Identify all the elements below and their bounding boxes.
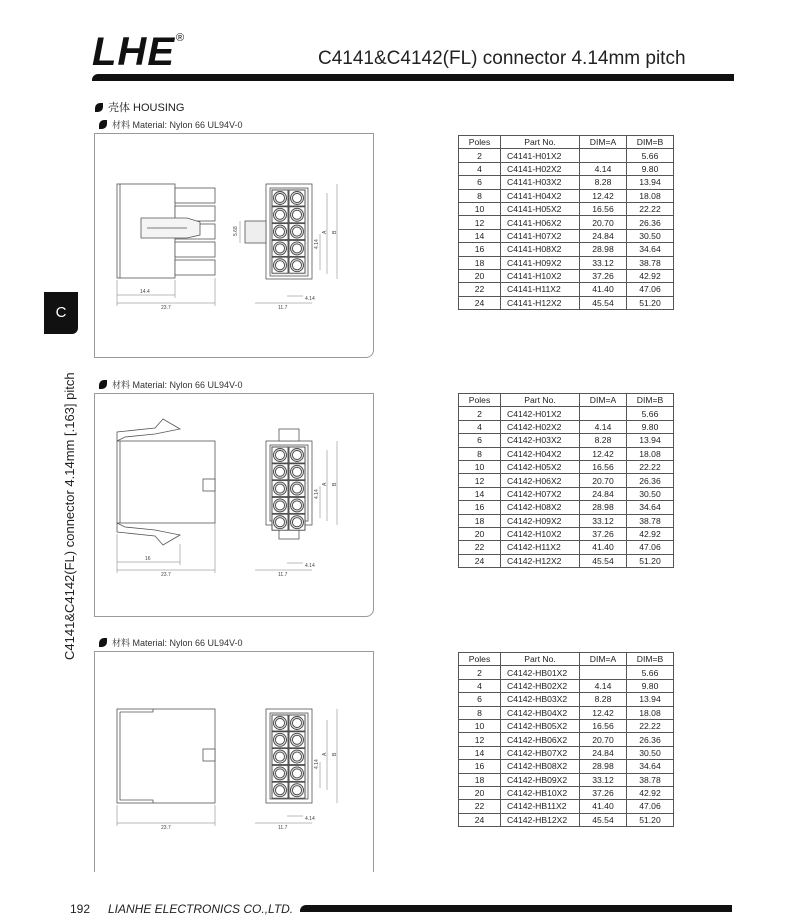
pin-hole: [293, 210, 302, 219]
cell-part-no: C4142-H03X2: [501, 434, 580, 447]
cell-part-no: C4142-H09X2: [501, 514, 580, 527]
pin-hole: [293, 467, 302, 476]
cell-poles: 18: [459, 514, 501, 527]
cell-dim-a: 28.98: [580, 243, 627, 256]
pin-hole: [276, 227, 285, 236]
cell-dim-a: 16.56: [580, 202, 627, 215]
cell-poles: 18: [459, 773, 501, 786]
page-number: 192: [70, 902, 91, 916]
pin-hole: [276, 719, 285, 728]
technical-drawing: [95, 134, 373, 357]
pin-hole: [293, 194, 302, 203]
cell-dim-a: 16.56: [580, 719, 627, 732]
table-row: [459, 434, 674, 447]
cell-part-no: C4142-HB06X2: [501, 733, 580, 746]
section-heading: [95, 99, 184, 115]
cell-dim-b: 47.06: [627, 541, 674, 554]
cell-poles: 20: [459, 269, 501, 282]
table-header-row: [459, 394, 674, 407]
cell-dim-a: 45.54: [580, 554, 627, 567]
cell-dim-b: 9.80: [627, 162, 674, 175]
col-poles: Poles: [459, 394, 501, 407]
cell-poles: 4: [459, 420, 501, 433]
chapter-tab: C: [44, 292, 78, 334]
footer-rule: [300, 905, 732, 912]
cell-part-no: C4142-H08X2: [501, 501, 580, 514]
table-row: [459, 283, 674, 296]
leaf-bullet-icon: [99, 380, 107, 389]
pin-hole: [293, 501, 302, 510]
cell-part-no: C4141-H09X2: [501, 256, 580, 269]
registered-mark: ®: [176, 32, 185, 44]
cell-dim-b: 9.80: [627, 420, 674, 433]
page-title: C4141&C4142(FL) connector 4.14mm pitch: [318, 48, 686, 69]
dim-side-total: 23.7: [161, 305, 171, 311]
cell-dim-b: 38.78: [627, 773, 674, 786]
dim-pitch-v: 4.14: [314, 239, 320, 249]
cell-dim-a: 45.54: [580, 296, 627, 309]
material-text: 材料 Material: Nylon 66 UL94V-0: [112, 638, 243, 648]
table-row: [459, 719, 674, 732]
cell-dim-a: 12.42: [580, 447, 627, 460]
cell-dim-b: 30.50: [627, 746, 674, 759]
table-row: [459, 189, 674, 202]
cell-poles: 24: [459, 554, 501, 567]
material-label: [99, 636, 243, 649]
side-view-body: [117, 441, 215, 523]
cell-part-no: C4141-H01X2: [501, 149, 580, 162]
cell-poles: 2: [459, 407, 501, 420]
cell-part-no: C4142-HB05X2: [501, 719, 580, 732]
dim-side-short: 14.4: [140, 289, 150, 295]
table-row: [459, 256, 674, 269]
cell-part-no: C4142-HB12X2: [501, 813, 580, 826]
col-dim-b: DIM=B: [627, 394, 674, 407]
cell-poles: 20: [459, 527, 501, 540]
table-row: [459, 800, 674, 813]
cell-dim-b: 38.78: [627, 256, 674, 269]
material-text: 材料 Material: Nylon 66 UL94V-0: [112, 120, 243, 130]
cell-poles: 16: [459, 501, 501, 514]
table-row: [459, 679, 674, 692]
cell-part-no: C4142-HB07X2: [501, 746, 580, 759]
cell-part-no: C4142-HB08X2: [501, 760, 580, 773]
table-row: [459, 229, 674, 242]
cell-dim-a: 41.40: [580, 283, 627, 296]
pin-hole: [276, 518, 285, 527]
cell-part-no: C4141-H02X2: [501, 162, 580, 175]
cell-dim-a: 24.84: [580, 746, 627, 759]
dim-a-label: A: [322, 752, 328, 756]
cell-dim-a: 24.84: [580, 229, 627, 242]
cell-poles: 24: [459, 296, 501, 309]
cell-dim-b: 42.92: [627, 527, 674, 540]
cell-poles: 12: [459, 216, 501, 229]
table-row: [459, 501, 674, 514]
pin-hole: [293, 719, 302, 728]
spec-table-c4142: [458, 393, 674, 568]
pin-hole: [276, 786, 285, 795]
cell-poles: 14: [459, 229, 501, 242]
cell-dim-a: 33.12: [580, 514, 627, 527]
vertical-chapter-title: C4141&C4142(FL) connector 4.14mm [.163] pitch: [62, 372, 77, 660]
table-row: [459, 202, 674, 215]
cell-dim-a: 8.28: [580, 434, 627, 447]
cell-poles: 6: [459, 693, 501, 706]
cell-poles: 8: [459, 189, 501, 202]
cell-part-no: C4142-HB03X2: [501, 693, 580, 706]
cell-poles: 14: [459, 487, 501, 500]
col-dim-b: DIM=B: [627, 653, 674, 666]
cell-poles: 4: [459, 162, 501, 175]
pin-hole: [293, 244, 302, 253]
table-row: [459, 447, 674, 460]
cell-poles: 22: [459, 283, 501, 296]
pin-hole: [276, 501, 285, 510]
col-dim-a: DIM=A: [580, 653, 627, 666]
cell-part-no: C4142-H04X2: [501, 447, 580, 460]
dim-side-short: 16: [145, 556, 151, 562]
cell-poles: 6: [459, 434, 501, 447]
cell-dim-b: 5.66: [627, 666, 674, 679]
dim-width: 11.7: [278, 305, 288, 311]
cell-poles: 10: [459, 202, 501, 215]
table-row: [459, 176, 674, 189]
cell-dim-a: [580, 407, 627, 420]
dim-pitch-h: 4.14: [305, 563, 315, 569]
table-row: [459, 460, 674, 473]
cell-poles: 12: [459, 733, 501, 746]
cell-poles: 16: [459, 243, 501, 256]
cell-dim-a: 20.70: [580, 216, 627, 229]
technical-drawing: [95, 394, 373, 616]
cell-part-no: C4142-HB09X2: [501, 773, 580, 786]
dim-latch: 5.68: [233, 226, 239, 236]
cell-dim-b: 51.20: [627, 554, 674, 567]
cell-dim-b: 34.64: [627, 501, 674, 514]
cell-part-no: C4141-H11X2: [501, 283, 580, 296]
material-label: [99, 378, 243, 391]
table-row: [459, 216, 674, 229]
cell-poles: 2: [459, 149, 501, 162]
table-row: [459, 487, 674, 500]
cell-dim-b: 42.92: [627, 786, 674, 799]
cell-dim-a: 41.40: [580, 541, 627, 554]
spec-table-c4141: [458, 135, 674, 310]
table-row: [459, 760, 674, 773]
table-row: [459, 474, 674, 487]
cell-dim-a: 33.12: [580, 256, 627, 269]
cell-poles: 20: [459, 786, 501, 799]
table-row: [459, 666, 674, 679]
table-row: [459, 773, 674, 786]
cell-poles: 4: [459, 679, 501, 692]
cell-dim-b: 47.06: [627, 800, 674, 813]
cell-dim-b: 34.64: [627, 760, 674, 773]
cell-part-no: C4141-H06X2: [501, 216, 580, 229]
cell-dim-a: 8.28: [580, 176, 627, 189]
table-row: [459, 813, 674, 826]
table-row: [459, 733, 674, 746]
pin-hole: [293, 735, 302, 744]
cell-dim-b: 42.92: [627, 269, 674, 282]
company-name: LIANHE ELECTRONICS CO.,LTD.: [108, 902, 294, 916]
cell-dim-b: 34.64: [627, 243, 674, 256]
dim-side-total: 23.7: [161, 572, 171, 578]
cell-part-no: C4142-H06X2: [501, 474, 580, 487]
cell-part-no: C4142-HB04X2: [501, 706, 580, 719]
cell-dim-b: 13.94: [627, 693, 674, 706]
drawing-panel-c4142: [94, 393, 374, 617]
pin-hole: [276, 210, 285, 219]
cell-part-no: C4142-H02X2: [501, 420, 580, 433]
drawing-panel-c4142-hb: [94, 651, 374, 872]
cell-dim-b: 30.50: [627, 229, 674, 242]
dim-width: 11.7: [278, 825, 288, 831]
pin-hole: [276, 451, 285, 460]
dim-b-label: B: [332, 230, 338, 234]
dim-pitch-h: 4.14: [305, 296, 315, 302]
cell-part-no: C4141-H07X2: [501, 229, 580, 242]
col-poles: Poles: [459, 653, 501, 666]
pin-hole: [276, 467, 285, 476]
table-row: [459, 541, 674, 554]
pin-hole: [276, 752, 285, 761]
cell-part-no: C4141-H04X2: [501, 189, 580, 202]
cell-dim-b: 51.20: [627, 813, 674, 826]
cell-part-no: C4142-HB01X2: [501, 666, 580, 679]
leaf-bullet-icon: [95, 103, 103, 112]
dim-a-label: A: [322, 230, 328, 234]
col-dim-a: DIM=A: [580, 394, 627, 407]
cell-part-no: C4142-H01X2: [501, 407, 580, 420]
header-rule: [92, 74, 734, 81]
pin-hole: [293, 227, 302, 236]
cell-dim-b: 18.08: [627, 706, 674, 719]
cell-dim-b: 13.94: [627, 176, 674, 189]
spec-table-c4142-hb: [458, 652, 674, 827]
col-poles: Poles: [459, 136, 501, 149]
table-row: [459, 786, 674, 799]
dim-pitch-h: 4.14: [305, 816, 315, 822]
cell-poles: 16: [459, 760, 501, 773]
pin-hole: [293, 451, 302, 460]
drawing-panel-c4141: [94, 133, 374, 358]
side-view-body: [117, 709, 215, 803]
cell-part-no: C4141-H12X2: [501, 296, 580, 309]
cell-dim-a: 20.70: [580, 733, 627, 746]
pin-hole: [293, 261, 302, 270]
pin-hole: [293, 769, 302, 778]
cell-poles: 22: [459, 541, 501, 554]
cell-dim-b: 13.94: [627, 434, 674, 447]
dim-b-label: B: [332, 752, 338, 756]
material-label: [99, 118, 243, 131]
cell-part-no: C4141-H10X2: [501, 269, 580, 282]
cell-dim-b: 9.80: [627, 679, 674, 692]
pin-hole: [293, 752, 302, 761]
leaf-bullet-icon: [99, 638, 107, 647]
cell-dim-a: 28.98: [580, 501, 627, 514]
col-part-no: Part No.: [501, 653, 580, 666]
table-row: [459, 514, 674, 527]
dim-side-total: 23.7: [161, 825, 171, 831]
cell-part-no: C4142-H12X2: [501, 554, 580, 567]
cell-dim-a: 4.14: [580, 679, 627, 692]
pin-hole: [276, 735, 285, 744]
cell-dim-a: 37.26: [580, 527, 627, 540]
cell-part-no: C4142-HB10X2: [501, 786, 580, 799]
col-dim-b: DIM=B: [627, 136, 674, 149]
cell-dim-b: 26.36: [627, 474, 674, 487]
cell-poles: 2: [459, 666, 501, 679]
pin-hole: [293, 786, 302, 795]
cell-poles: 14: [459, 746, 501, 759]
cell-part-no: C4142-H10X2: [501, 527, 580, 540]
pin-hole: [276, 244, 285, 253]
pin-hole: [276, 194, 285, 203]
cell-dim-a: [580, 149, 627, 162]
cell-part-no: C4142-H05X2: [501, 460, 580, 473]
cell-poles: 8: [459, 706, 501, 719]
cell-poles: 8: [459, 447, 501, 460]
cell-dim-a: 24.84: [580, 487, 627, 500]
table-row: [459, 243, 674, 256]
technical-drawing: [95, 652, 373, 872]
cell-poles: 22: [459, 800, 501, 813]
table-header-row: [459, 653, 674, 666]
cell-dim-b: 18.08: [627, 189, 674, 202]
cell-part-no: C4142-H07X2: [501, 487, 580, 500]
cell-dim-a: 33.12: [580, 773, 627, 786]
cell-dim-b: 26.36: [627, 216, 674, 229]
cell-poles: 18: [459, 256, 501, 269]
table-row: [459, 420, 674, 433]
cell-part-no: C4142-HB11X2: [501, 800, 580, 813]
cell-dim-a: 37.26: [580, 269, 627, 282]
dim-b-label: B: [332, 482, 338, 486]
cell-dim-b: 51.20: [627, 296, 674, 309]
cell-dim-a: 28.98: [580, 760, 627, 773]
dim-pitch-v: 4.14: [314, 759, 320, 769]
cell-dim-a: 20.70: [580, 474, 627, 487]
dim-a-label: A: [322, 482, 328, 486]
cell-dim-a: 37.26: [580, 786, 627, 799]
pin-hole: [276, 769, 285, 778]
section-heading-text: 壳体 HOUSING: [108, 102, 185, 114]
brand-logo: LHE: [92, 30, 175, 74]
cell-poles: 6: [459, 176, 501, 189]
cell-dim-b: 22.22: [627, 460, 674, 473]
pin-hole: [276, 261, 285, 270]
cell-dim-a: 8.28: [580, 693, 627, 706]
table-row: [459, 296, 674, 309]
pin-hole: [276, 484, 285, 493]
cell-dim-a: 41.40: [580, 800, 627, 813]
cell-dim-a: 45.54: [580, 813, 627, 826]
table-row: [459, 149, 674, 162]
cell-part-no: C4142-HB02X2: [501, 679, 580, 692]
table-header-row: [459, 136, 674, 149]
table-row: [459, 693, 674, 706]
cell-dim-b: 38.78: [627, 514, 674, 527]
cell-poles: 24: [459, 813, 501, 826]
cell-dim-b: 18.08: [627, 447, 674, 460]
cell-dim-b: 22.22: [627, 719, 674, 732]
table-row: [459, 706, 674, 719]
leaf-bullet-icon: [99, 120, 107, 129]
table-row: [459, 554, 674, 567]
dim-width: 11.7: [278, 572, 288, 578]
table-row: [459, 746, 674, 759]
cell-dim-b: 26.36: [627, 733, 674, 746]
pin-hole: [293, 484, 302, 493]
cell-dim-a: 12.42: [580, 189, 627, 202]
cell-part-no: C4141-H03X2: [501, 176, 580, 189]
col-part-no: Part No.: [501, 394, 580, 407]
col-part-no: Part No.: [501, 136, 580, 149]
table-row: [459, 527, 674, 540]
table-row: [459, 162, 674, 175]
cell-dim-a: 4.14: [580, 420, 627, 433]
cell-part-no: C4141-H05X2: [501, 202, 580, 215]
col-dim-a: DIM=A: [580, 136, 627, 149]
cell-poles: 10: [459, 460, 501, 473]
cell-part-no: C4141-H08X2: [501, 243, 580, 256]
cell-part-no: C4142-H11X2: [501, 541, 580, 554]
dim-pitch-v: 4.14: [314, 489, 320, 499]
cell-poles: 12: [459, 474, 501, 487]
material-text: 材料 Material: Nylon 66 UL94V-0: [112, 380, 243, 390]
pin-hole: [293, 518, 302, 527]
cell-poles: 10: [459, 719, 501, 732]
cell-dim-b: 5.66: [627, 149, 674, 162]
cell-dim-b: 5.66: [627, 407, 674, 420]
cell-dim-b: 30.50: [627, 487, 674, 500]
cell-dim-a: [580, 666, 627, 679]
table-row: [459, 269, 674, 282]
cell-dim-a: 12.42: [580, 706, 627, 719]
cell-dim-a: 4.14: [580, 162, 627, 175]
table-row: [459, 407, 674, 420]
cell-dim-b: 22.22: [627, 202, 674, 215]
cell-dim-b: 47.06: [627, 283, 674, 296]
cell-dim-a: 16.56: [580, 460, 627, 473]
